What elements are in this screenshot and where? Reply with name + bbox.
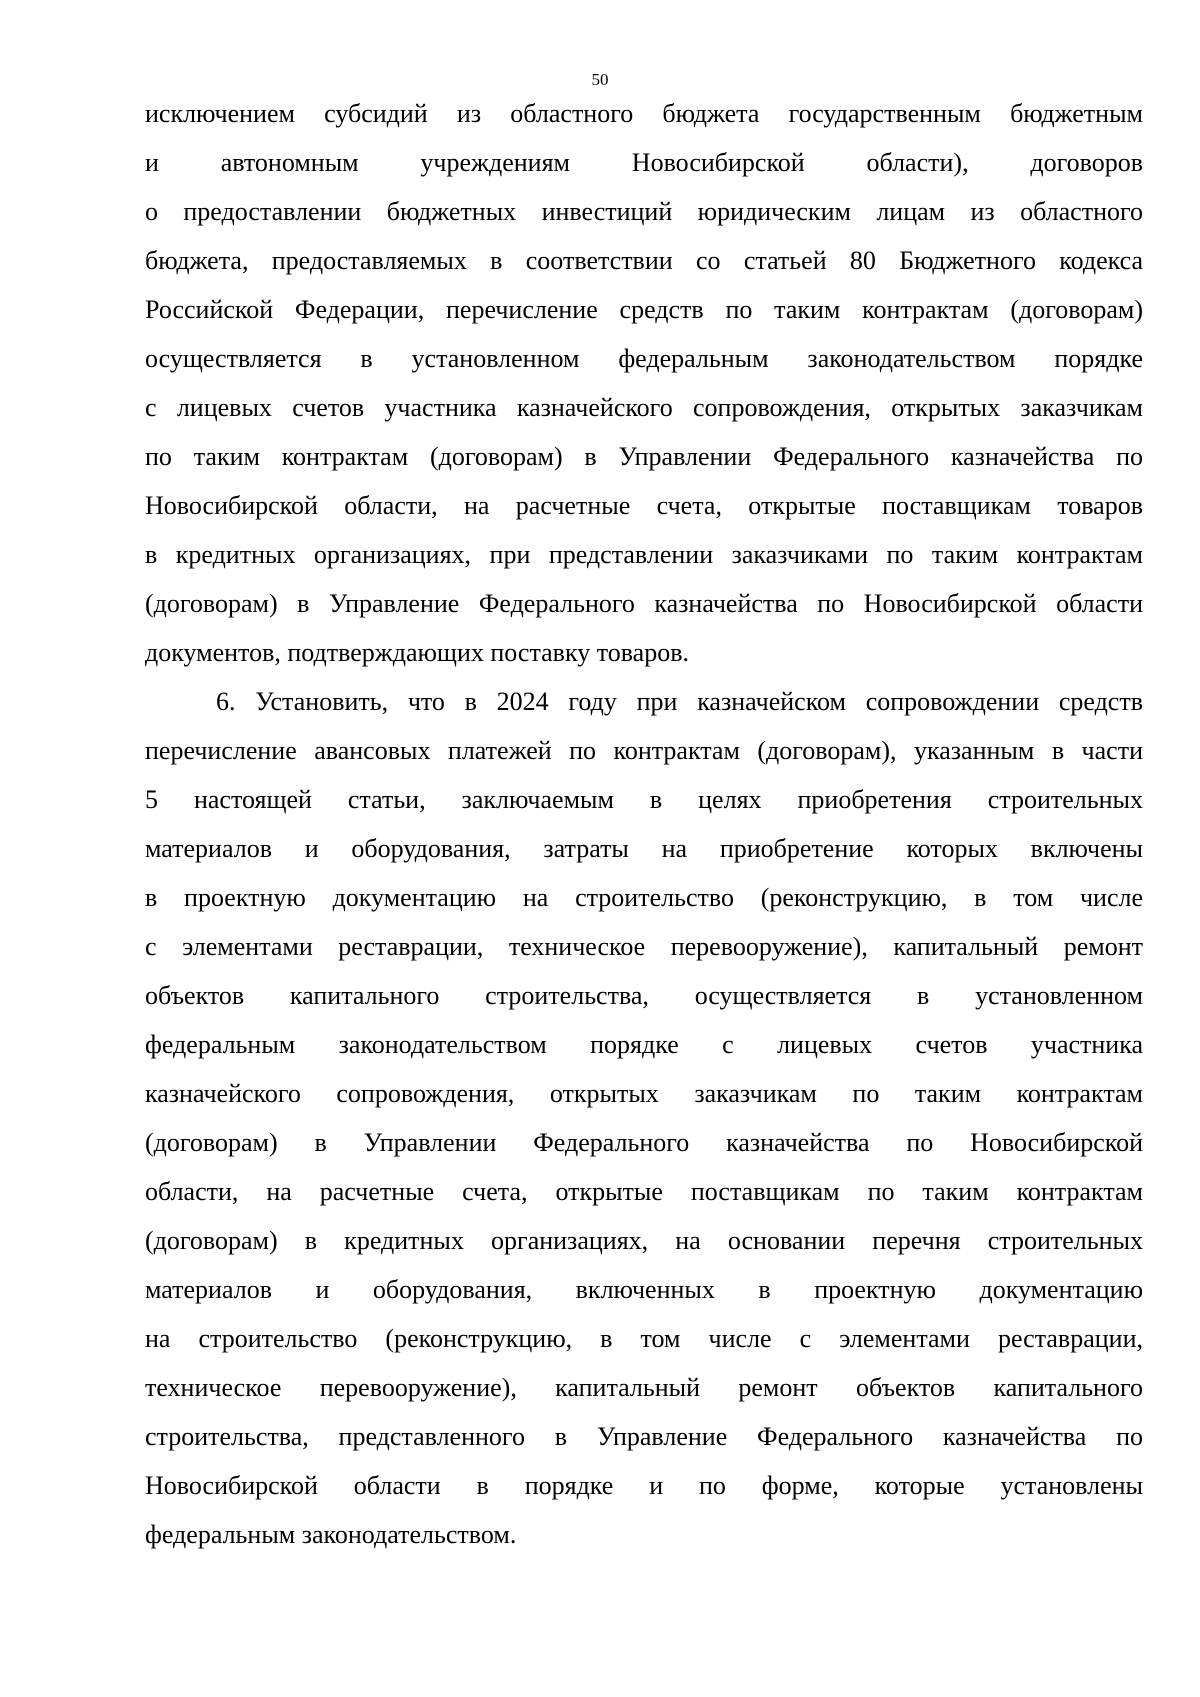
paragraph-line: федеральным законодательством. bbox=[145, 1520, 517, 1549]
page-number: 50 bbox=[591, 70, 609, 89]
paragraph-line: казначейского сопровождения, открытых заказчикам по таким контрактам bbox=[145, 1079, 1143, 1108]
paragraph-line: осуществляется в установленном федеральным законодательством порядке bbox=[145, 344, 1143, 373]
paragraph-line: Новосибирской области в порядке и по форме, которые установлены bbox=[145, 1471, 1143, 1500]
paragraph-line: о предоставлении бюджетных инвестиций юридическим лицам из областного bbox=[145, 197, 1143, 226]
paragraph-line: перечисление авансовых платежей по контрактам (договорам), указанным в части bbox=[145, 736, 1143, 765]
paragraph-line: федеральным законодательством порядке с лицевых счетов участника bbox=[145, 1030, 1143, 1059]
paragraph-line: на строительство (реконструкцию, в том числе с элементами реставрации, bbox=[145, 1324, 1143, 1353]
paragraph-line: материалов и оборудования, включенных в проектную документацию bbox=[145, 1275, 1143, 1304]
paragraph-line: (договорам) в кредитных организациях, на основании перечня строительных bbox=[145, 1226, 1143, 1255]
paragraph-line: 5 настоящей статьи, заключаемым в целях приобретения строительных bbox=[145, 785, 1143, 814]
paragraph-line: строительства, представленного в Управление Федерального казначейства по bbox=[145, 1422, 1143, 1451]
paragraph-line: с элементами реставрации, техническое перевооружение), капитальный ремонт bbox=[145, 932, 1143, 961]
paragraph-line: объектов капитального строительства, осуществляется в установленном bbox=[145, 981, 1143, 1010]
paragraph-line: исключением субсидий из областного бюджета государственным бюджетным bbox=[145, 99, 1143, 128]
paragraph-line: с лицевых счетов участника казначейского сопровождения, открытых заказчикам bbox=[145, 393, 1143, 422]
paragraph-line: материалов и оборудования, затраты на приобретение которых включены bbox=[145, 834, 1143, 863]
paragraph-1 bbox=[145, 89, 1143, 677]
paragraph-line: 6. Установить, что в 2024 году при казначейском сопровождении средств bbox=[216, 687, 1143, 716]
paragraph-line: (договорам) в Управление Федерального казначейства по Новосибирской области bbox=[145, 589, 1143, 618]
paragraph-line: техническое перевооружение), капитальный ремонт объектов капитального bbox=[145, 1373, 1143, 1402]
paragraph-line: Российской Федерации, перечисление средств по таким контрактам (договорам) bbox=[145, 295, 1143, 324]
paragraph-line: (договорам) в Управлении Федерального казначейства по Новосибирской bbox=[145, 1128, 1143, 1157]
document-body bbox=[145, 89, 1143, 1559]
paragraph-line: по таким контрактам (договорам) в Управлении Федерального казначейства по bbox=[145, 442, 1143, 471]
paragraph-line: в кредитных организациях, при представлении заказчиками по таким контрактам bbox=[145, 540, 1143, 569]
paragraph-line: бюджета, предоставляемых в соответствии со статьей 80 Бюджетного кодекса bbox=[145, 246, 1143, 275]
paragraph-2 bbox=[145, 677, 1143, 1559]
paragraph-line: и автономным учреждениям Новосибирской области), договоров bbox=[145, 148, 1143, 177]
paragraph-line: области, на расчетные счета, открытые поставщикам по таким контрактам bbox=[145, 1177, 1143, 1206]
paragraph-line: в проектную документацию на строительство (реконструкцию, в том числе bbox=[145, 883, 1143, 912]
paragraph-line: документов, подтверждающих поставку товаров. bbox=[145, 638, 689, 667]
paragraph-line: Новосибирской области, на расчетные счета, открытые поставщикам товаров bbox=[145, 491, 1143, 520]
